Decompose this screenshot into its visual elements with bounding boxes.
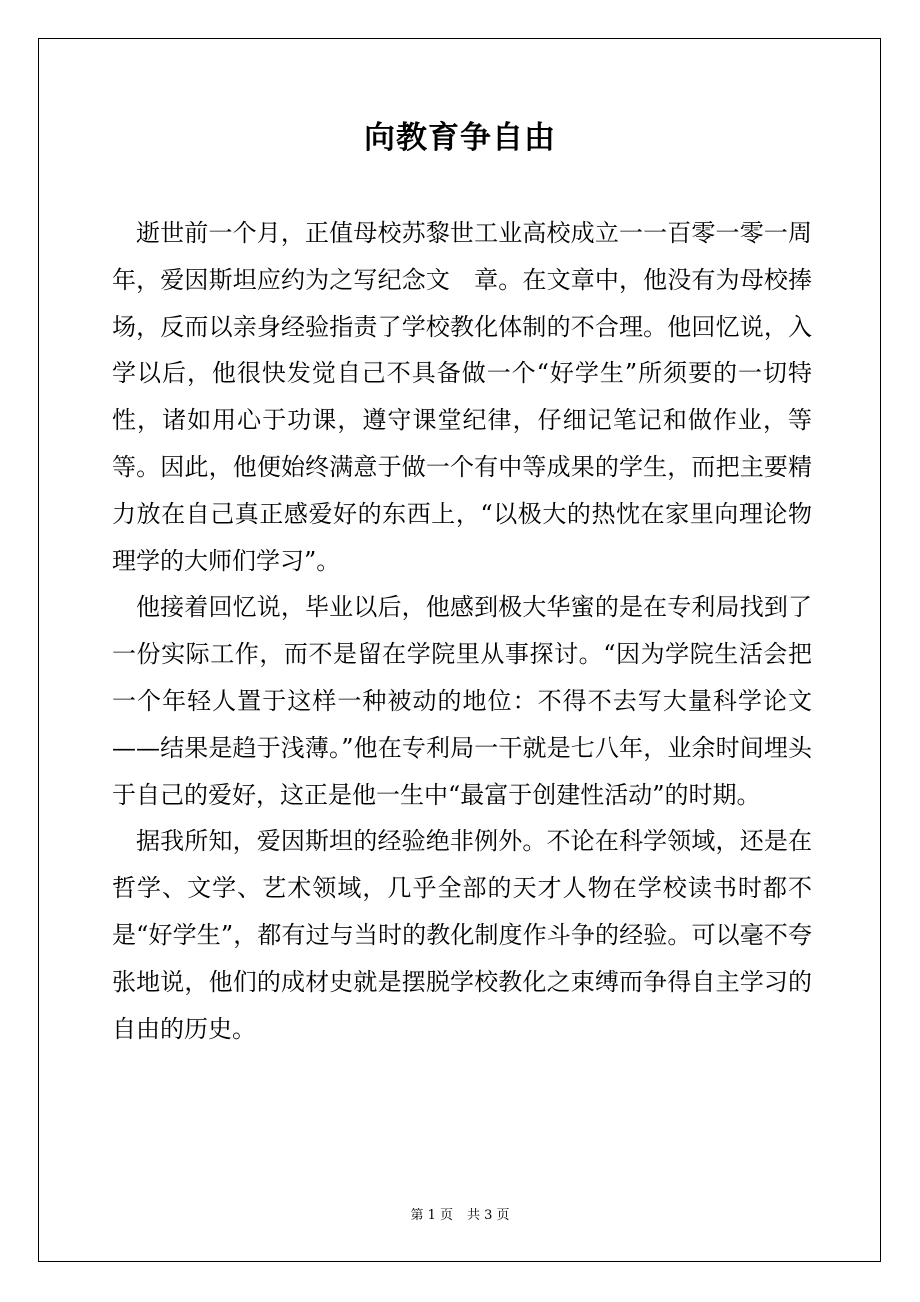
paragraph-1: 逝世前一个月，正值母校苏黎世工业高校成立一一百零一零一周年，爱因斯坦应约为之写纪念文 章。在文章中，他没有为母校捧场，反而以亲身经验指责了学校教化体制的不合理。他回忆说，入学以后，他很快发觉自己不具备做一个“好学生”所须要的一切特性，诸如用心于功课，遵守课堂纪律，仔细记笔记和做作业，等等。因此，他便始终满意于做一个有中等成果的学生，而把主要精力放在自己真正感爱好的东西上，“以极大的热忱在家里向理论物理学的大师们学习”。 — [112, 219, 812, 575]
page-footer — [0, 1206, 920, 1226]
page-title: 向教育争自由 — [364, 120, 556, 156]
paragraph-2: 他接着回忆说，毕业以后，他感到极大华蜜的是在专利局找到了一份实际工作，而不是留在学院里从事探讨。“因为学院生活会把一个年轻人置于这样一种被动的地位：不得不去写大量科学论文——结果是趋于浅薄。”他在专利局一干就是七八年，业余时间埋头于自己的爱好，这正是他一生中“最富于创建性活动”的时期。 — [112, 593, 812, 809]
article-body — [112, 210, 812, 1052]
page-number: 第 1 页 — [410, 1208, 453, 1223]
paragraph-3: 据我所知，爱因斯坦的经验绝非例外。不论在科学领域，还是在哲学、文学、艺术领域，几乎全部的天才人物在学校读书时都不是“好学生”，都有过与当时的教化制度作斗争的经验。可以毫不夸张地说，他们的成材史就是摆脱学校教化之束缚而争得自主学习的自由的历史。 — [112, 827, 812, 1043]
page-total: 共 3 页 — [467, 1208, 510, 1223]
